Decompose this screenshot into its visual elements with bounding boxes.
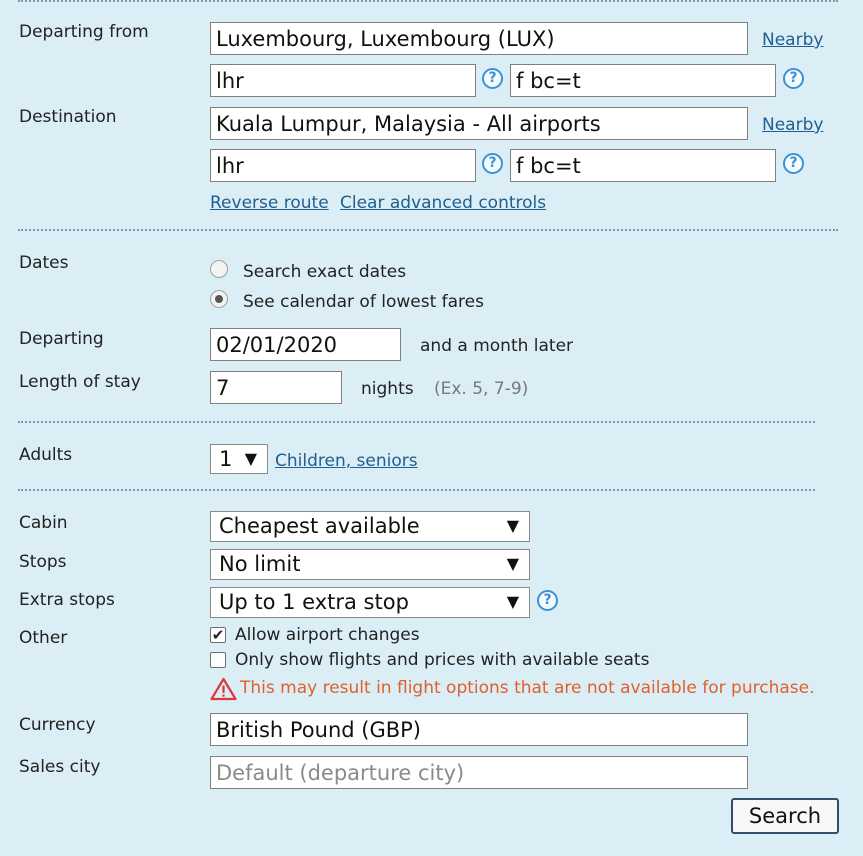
departing-label: Departing bbox=[19, 329, 104, 349]
stops-select[interactable] bbox=[210, 549, 530, 580]
children-seniors-link[interactable]: Children, seniors bbox=[275, 451, 418, 471]
sales-city-label: Sales city bbox=[19, 757, 101, 777]
search-exact-dates-radio[interactable] bbox=[210, 260, 228, 278]
stops-select-value: No limit bbox=[219, 552, 301, 576]
extra-stops-label: Extra stops bbox=[19, 590, 115, 610]
destination-label: Destination bbox=[19, 107, 117, 127]
nights-label: nights bbox=[361, 379, 414, 399]
length-of-stay-label: Length of stay bbox=[19, 372, 141, 392]
extra-stops-select-value: Up to 1 extra stop bbox=[219, 590, 409, 614]
search-button[interactable]: Search bbox=[731, 798, 839, 834]
search-exact-dates-label: Search exact dates bbox=[243, 262, 407, 282]
departing-routing-input[interactable] bbox=[210, 64, 476, 97]
help-icon[interactable]: ? bbox=[783, 153, 804, 174]
other-label: Other bbox=[19, 628, 68, 648]
top-divider bbox=[18, 0, 838, 2]
section-divider bbox=[18, 489, 815, 491]
destination-input[interactable] bbox=[210, 107, 748, 140]
section-divider bbox=[18, 229, 838, 231]
adults-label: Adults bbox=[19, 445, 73, 465]
length-of-stay-hint: (Ex. 5, 7-9) bbox=[434, 379, 529, 399]
currency-input[interactable] bbox=[210, 713, 748, 746]
allow-airport-changes-label: Allow airport changes bbox=[235, 625, 420, 645]
calendar-lowest-fares-radio[interactable] bbox=[210, 290, 228, 308]
currency-label: Currency bbox=[19, 715, 96, 735]
help-icon[interactable]: ? bbox=[783, 68, 804, 89]
sales-city-input[interactable] bbox=[210, 756, 748, 789]
clear-advanced-controls-link[interactable]: Clear advanced controls bbox=[340, 193, 547, 213]
help-icon[interactable]: ? bbox=[537, 590, 558, 611]
destination-extension-input[interactable] bbox=[510, 149, 776, 182]
calendar-lowest-fares-label: See calendar of lowest fares bbox=[243, 292, 484, 312]
cabin-select[interactable] bbox=[210, 511, 530, 542]
chevron-down-icon: ▼ bbox=[506, 516, 519, 535]
length-of-stay-input[interactable] bbox=[210, 371, 342, 404]
adults-select[interactable] bbox=[210, 444, 268, 474]
dates-label: Dates bbox=[19, 253, 69, 273]
warning-icon bbox=[210, 677, 237, 701]
departing-from-input[interactable] bbox=[210, 22, 748, 55]
allow-airport-changes-checkbox[interactable]: ✔ bbox=[211, 626, 225, 644]
extra-stops-select[interactable] bbox=[210, 587, 530, 618]
only-available-seats-checkbox[interactable] bbox=[210, 652, 226, 668]
cabin-select-value: Cheapest available bbox=[219, 514, 420, 538]
reverse-route-link[interactable]: Reverse route bbox=[210, 193, 329, 213]
chevron-down-icon: ▼ bbox=[506, 592, 519, 611]
departing-suffix-text: and a month later bbox=[420, 336, 574, 356]
help-icon[interactable]: ? bbox=[482, 153, 503, 174]
stops-label: Stops bbox=[19, 552, 67, 572]
only-available-seats-label: Only show flights and prices with available seats bbox=[235, 650, 650, 670]
cabin-label: Cabin bbox=[19, 513, 68, 533]
departing-from-label: Departing from bbox=[19, 22, 149, 42]
chevron-down-icon: ▼ bbox=[506, 554, 519, 573]
section-divider bbox=[18, 421, 815, 423]
destination-nearby-link[interactable]: Nearby bbox=[762, 115, 824, 135]
destination-routing-input[interactable] bbox=[210, 149, 476, 182]
chevron-down-icon: ▼ bbox=[244, 449, 257, 468]
departing-nearby-link[interactable]: Nearby bbox=[762, 30, 824, 50]
purchase-warning-text: This may result in flight options that are not available for purchase. bbox=[240, 678, 815, 698]
help-icon[interactable]: ? bbox=[482, 68, 503, 89]
adults-select-value: 1 bbox=[219, 447, 233, 471]
departing-extension-input[interactable] bbox=[510, 64, 776, 97]
departing-date-input[interactable] bbox=[210, 328, 401, 361]
